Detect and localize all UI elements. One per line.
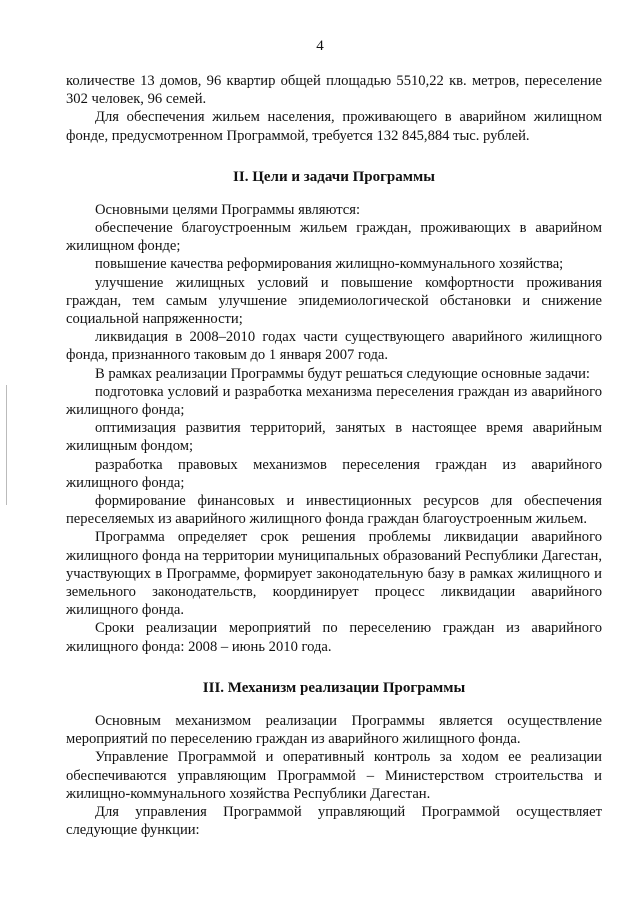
section-3-paragraph: Основным механизмом реализации Программы является осуществление мероприятий по переселению граждан из аварийного жилищного фонда.: [66, 712, 602, 748]
section-2-paragraph: Сроки реализации мероприятий по переселению граждан из аварийного жилищного фонда: 2008 – июнь 2010 года.: [66, 620, 602, 655]
section-2-paragraph: разработка правовых механизмов переселения граждан из аварийного жилищного фонда;: [66, 456, 602, 491]
section-2-paragraph: В рамках реализации Программы будут решаться следующие основные задачи:: [95, 365, 590, 382]
section-2-paragraph: улучшение жилищных условий и повышение комфортности проживания граждан, тем самым улучшение эпидемиологической обстановки и снижение социальной напряженности;: [66, 274, 602, 328]
section-2-paragraph: оптимизация развития территорий, занятых в настоящее время аварийным жилищным фондом;: [66, 420, 602, 455]
scan-margin-mark: [6, 385, 7, 505]
section-2-paragraph: подготовка условий и разработка механизма переселения граждан из аварийного жилищного фонда;: [66, 383, 602, 419]
section-2-heading: II. Цели и задачи Программы: [233, 168, 435, 185]
intro-paragraph-2: Для обеспечения жильем населения, проживающего в аварийном жилищном фонде, предусмотренном Программой, требуется 132 845,884 тыс. рублей.: [66, 109, 602, 144]
section-3-paragraph: Для управления Программой управляющий Программой осуществляет следующие функции:: [66, 803, 602, 839]
page-number: 4: [316, 38, 324, 54]
section-2-paragraph: повышение качества реформирования жилищно-коммунального хозяйства;: [95, 256, 564, 273]
section-2-paragraph: ликвидация в 2008–2010 годах части существующего аварийного жилищного фонда, признанного таковым до 1 января 2007 года.: [66, 329, 602, 364]
section-2-paragraph: Программа определяет срок решения проблемы ликвидации аварийного жилищного фонда на территории муниципальных образований Республики Дагестан, участвующих в Программе, формирует законодательную базу в рамках жилищного и земельного законодательств, координирует процесс ликвидации аварийного жилищного фонда.: [66, 529, 602, 619]
section-2-paragraph: Основными целями Программы являются:: [95, 201, 361, 218]
section-3-paragraph: Управление Программой и оперативный контроль за ходом ее реализации обеспечиваются управляющим Программой – Министерством строительства и жилищно-коммунального хозяйства Республики Дагестан.: [66, 749, 602, 802]
section-2-paragraph: обеспечение благоустроенным жильем граждан, проживающих в аварийном жилищном фонде;: [66, 220, 602, 255]
section-3-heading: III. Механизм реализации Программы: [202, 679, 466, 696]
section-2-paragraph: формирование финансовых и инвестиционных ресурсов для обеспечения переселяемых из аварийного жилищного фонда граждан благоустроенным жильем.: [66, 493, 602, 528]
intro-paragraph-1: количестве 13 домов, 96 квартир общей площадью 5510,22 кв. метров, переселение 302 человек, 96 семей.: [66, 73, 602, 108]
document-body: [66, 72, 602, 839]
